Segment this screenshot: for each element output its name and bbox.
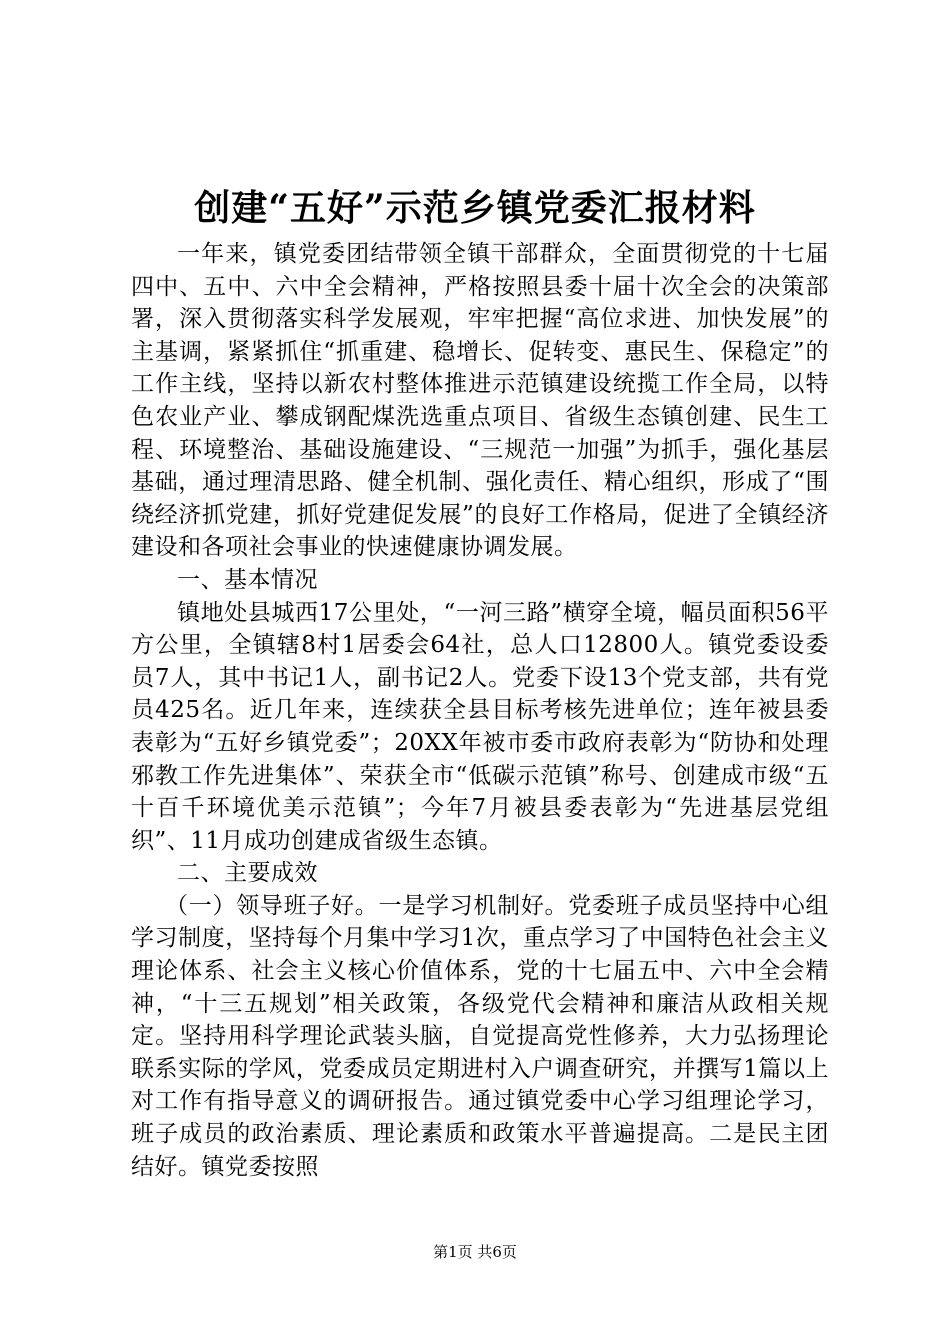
intro-paragraph: 一年来，镇党委团结带领全镇干部群众，全面贯彻党的十七届四中、五中、六中全会精神，严格按照县委十届十次全会的决策部署，深入贯彻落实科学发展观，牢牢把握“高位求进、加快发展”的主基调，紧紧抓住“抓重建、稳增长、促转变、惠民生、保稳定”的工作主线，坚持以新农村整体推进示范镇建设统揽工作全局，以特色农业产业、攀成钢配煤洗选重点项目、省级生态镇创建、民生工程、环境整治、基础设施建设、“三规范一加强”为抓手，强化基层基础，通过理清思路、健全机制、强化责任、精心组织，形成了“围绕经济抓党建，抓好党建促发展”的良好工作格局，促进了全镇经济建设和各项社会事业的快速健康协调发展。 xyxy=(131,241,829,561)
document-title: 创建“五好”示范乡镇党委汇报材料 xyxy=(194,187,756,229)
leadership-paragraph: （一）领导班子好。一是学习机制好。党委班子成员坚持中心组学习制度，坚持每个月集中学习1次，重点学习了中国特色社会主义理论体系、社会主义核心价值体系，党的十七届五中、六中全会精神，“十三五规划”相关政策，各级党代会精神和廉洁从政相关规定。坚持用科学理论武装头脑，自觉提高党性修养，大力弘扬理论联系实际的学风，党委成员定期进村入户调查研究，并撰写1篇以上对工作有指导意义的调研报告。通过镇党委中心学习组理论学习，班子成员的政治素质、理论素质和政策水平普遍提高。二是民主团结好。镇党委按照 xyxy=(131,892,829,1180)
document-body xyxy=(131,238,829,1183)
section-heading-basic-situation: 一、基本情况 xyxy=(177,566,318,593)
section-heading-main-results: 二、主要成效 xyxy=(177,860,318,887)
page-number-footer: 第1页 共6页 xyxy=(433,1243,517,1261)
basic-situation-paragraph: 镇地处县城西17公里处，“一河三路”横穿全境，幅员面积56平方公里，全镇辖8村1居委会64社，总人口12800人。镇党委设委员7人，其中书记1人，副书记2人。党委下设13个党支部，共有党员425名。近几年来，连续获全县目标考核先进单位；连年被县委表彰为“五好乡镇党委”；20XX年被市委市政府表彰为“防协和处理邪教工作先进集体”、荣获全市“低碳示范镇”称号、创建成市级“五十百千环境优美示范镇”；今年7月被县委表彰为“先进基层党组织”、11月成功创建成省级生态镇。 xyxy=(131,599,829,854)
